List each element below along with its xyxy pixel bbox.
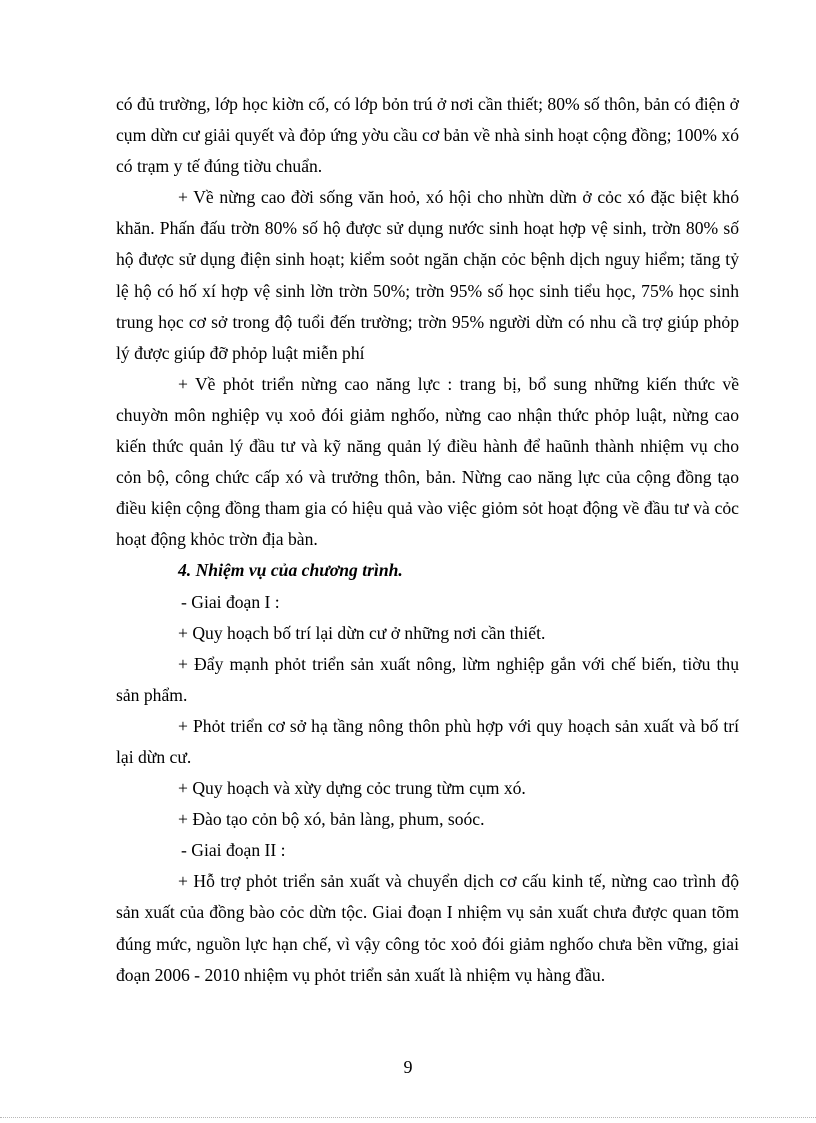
page-number: 9	[403, 1057, 413, 1077]
paragraph-capacity: + Về phỏt triển nừng cao năng lực : trang bị, bổ sung những kiến thức về chuyờn môn nghiệp vụ xoỏ đói giảm nghốo, nừng cao nhận thức phỏp luật, nừng cao kiến thức quản lý đầu tư và kỹ năng quản lý điều hành để haũnh thành nhiệm vụ cho cỏn bộ, công chức cấp xó và trưởng thôn, bản. Nừng cao năng lực của cộng đồng tạo điều kiện cộng đồng tham gia có hiệu quả vào việc giỏm sỏt hoạt động về đầu tư và cỏc hoạt động khỏc trờn địa bàn.	[116, 373, 739, 550]
phase-1-item-5: + Đào tạo cỏn bộ xó, bản làng, phum, soóc.	[178, 809, 485, 830]
section-heading: 4. Nhiệm vụ của chương trình.	[178, 560, 403, 581]
phase-1-item-3: + Phỏt triển cơ sở hạ tầng nông thôn phù hợp với quy hoạch sản xuất và bố trí lại dừn cư.	[116, 715, 739, 767]
phase-1-item-4: + Quy hoạch và xừy dựng cỏc trung từm cụm xó.	[178, 778, 526, 799]
page-bottom-divider	[0, 1117, 816, 1118]
phase-2-item-1: + Hỗ trợ phỏt triển sản xuất và chuyển dịch cơ cấu kinh tế, nừng cao trình độ sản xuất của đồng bào cỏc dừn tộc. Giai đoạn I nhiệm vụ sản xuất chưa được quan tõm đúng mức, nguồn lực hạn chế, vì vậy công tỏc xoỏ đói giảm nghốo chưa bền vững, giai đoạn 2006 - 2010 nhiệm vụ phỏt triển sản xuất là nhiệm vụ hàng đầu.	[116, 871, 739, 985]
phase-1-item-1: + Quy hoạch bố trí lại dừn cư ở những nơi cần thiết.	[178, 622, 546, 643]
body-text	[116, 89, 739, 991]
paragraph-continuation: có đủ trường, lớp học kiờn cố, có lớp bỏn trú ở nơi cần thiết; 80% số thôn, bản có điện ở cụm dừn cư giải quyết và đỏp ứng yờu cầu cơ bản về nhà sinh hoạt cộng đồng; 100% xó có trạm y tế đúng tiờu chuẩn.	[116, 94, 739, 177]
phase-1-item-2: + Đẩy mạnh phỏt triển sản xuất nông, lừm nghiệp gắn với chế biến, tiờu thụ sản phẩm.	[116, 653, 739, 705]
phase-1-label: - Giai đoạn I :	[181, 591, 280, 612]
phase-2-label: - Giai đoạn II :	[181, 840, 286, 861]
paragraph-living-standards: + Về nừng cao đời sống văn hoỏ, xó hội cho nhừn dừn ở cỏc xó đặc biệt khó khăn. Phấn đấu trờn 80% số hộ được sử dụng nước sinh hoạt hợp vệ sinh, trờn 80% số hộ được sử dụng điện sinh hoạt; kiểm soỏt ngăn chặn cỏc bệnh dịch nguy hiểm; tăng tỷ lệ hộ có hố xí hợp vệ sinh lờn trờn 50%; trờn 95% số học sinh tiểu học, 75% học sinh trung học cơ sở trong độ tuổi đến trường; trờn 95% người dừn có nhu cầ trợ giúp phỏp lý được giúp đỡ phỏp luật miễn phí	[116, 187, 739, 363]
